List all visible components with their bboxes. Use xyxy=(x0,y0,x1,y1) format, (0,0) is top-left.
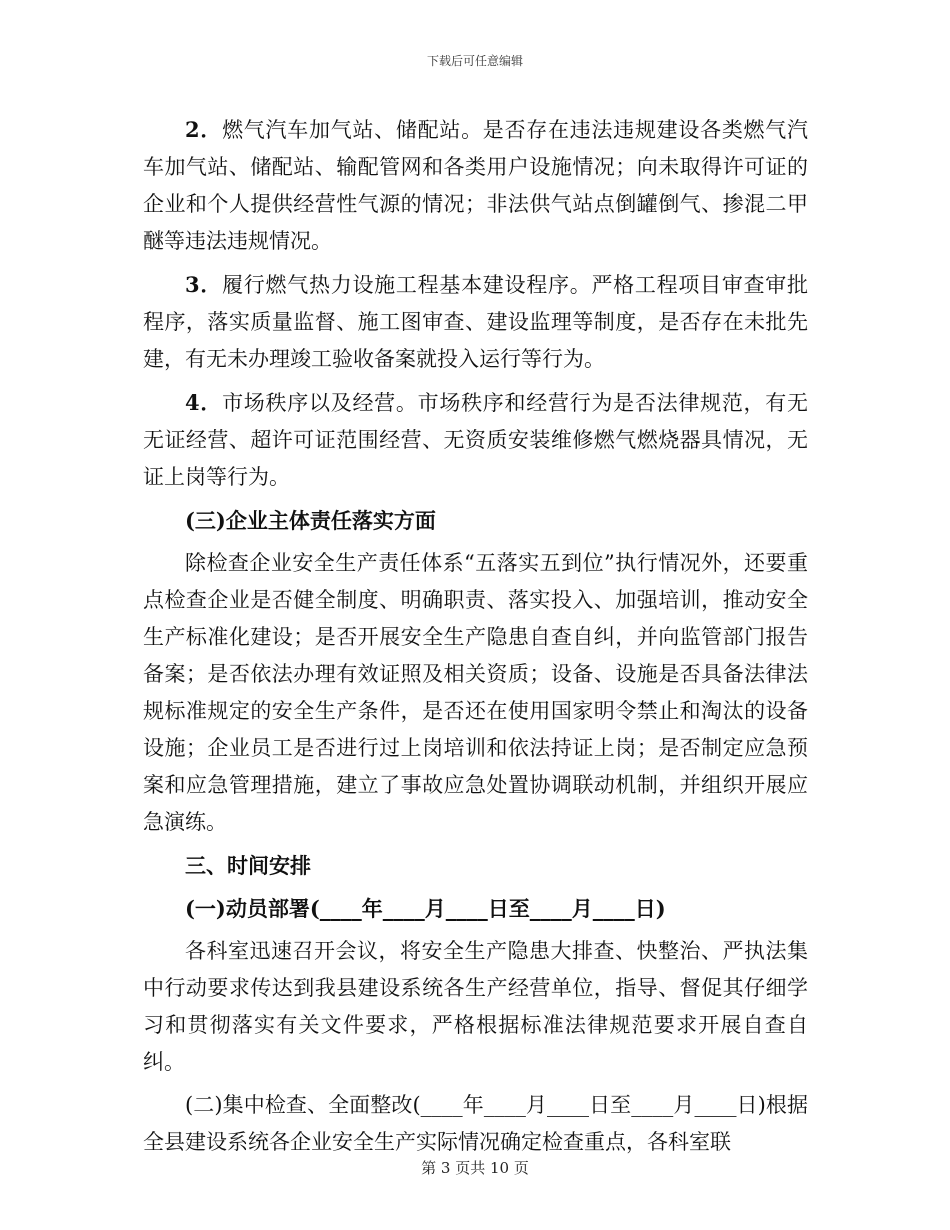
item-number: 2． xyxy=(185,117,223,142)
section-heading: 三、时间安排 xyxy=(185,853,311,878)
paragraph-item-4 xyxy=(143,384,808,496)
page-footer: 第 3 页共 10 页 xyxy=(421,1159,529,1177)
section-heading: (一)动员部署(____年____月____日至____月____日) xyxy=(185,896,666,921)
item-number: 3． xyxy=(185,272,223,297)
paragraph-text: 市场秩序以及经营。市场秩序和经营行为是否法律规范，有无无证经营、超许可证范围经营、无资质安装维修燃气燃烧器具情况，无证上岗等行为。 xyxy=(143,391,808,489)
paragraph-text: 履行燃气热力设施工程基本建设程序。严格工程项目审查审批程序，落实质量监督、施工图审查、建设监理等制度，是否存在未批先建，有无未办理竣工验收备案就投入运行等行为。 xyxy=(143,273,808,371)
section-heading: (三)企业主体责任落实方面 xyxy=(185,508,436,533)
paragraph-item-3 xyxy=(143,266,808,378)
document-body xyxy=(143,111,808,1161)
page-header: 下载后可任意编辑 xyxy=(426,54,523,68)
paragraph-text: 燃气汽车加气站、储配站。是否存在违法违规建设各类燃气汽车加气站、储配站、输配管网和各类用户设施情况；向未取得许可证的企业和个人提供经营性气源的情况；非法供气站点倒罐倒气、掺混二甲醚等违法违规情况。 xyxy=(143,118,808,253)
paragraph-item-2 xyxy=(143,111,808,260)
paragraph-text: 各科室迅速召开会议，将安全生产隐患大排查、快整治、严执法集中行动要求传达到我县建设系统各生产经营单位，指导、督促其仔细学习和贯彻落实有关文件要求，严格根据标准法律规范要求开展自查自纠。 xyxy=(143,939,808,1074)
paragraph-text: (二)集中检查、全面整改(____年____月____日至____月____日)根据全县建设系统各企业安全生产实际情况确定检查重点，各科室联 xyxy=(143,1093,808,1154)
item-number: 4． xyxy=(185,390,223,415)
paragraph-text: 除检查企业安全生产责任体系“五落实五到位”执行情况外，还要重点检查企业是否健全制度、明确职责、落实投入、加强培训，推动安全生产标准化建设；是否开展安全生产隐患自查自纠，并向监管部门报告备案；是否依法办理有效证照及相关资质；设备、设施是否具备法律法规标准规定的安全生产条件，是否还在使用国家明令禁止和淘汰的设备设施；企业员工是否进行过上岗培训和依法持证上岗；是否制定应急预案和应急管理措施，建立了事故应急处置协调联动机制，并组织开展应急演练。 xyxy=(143,551,808,834)
